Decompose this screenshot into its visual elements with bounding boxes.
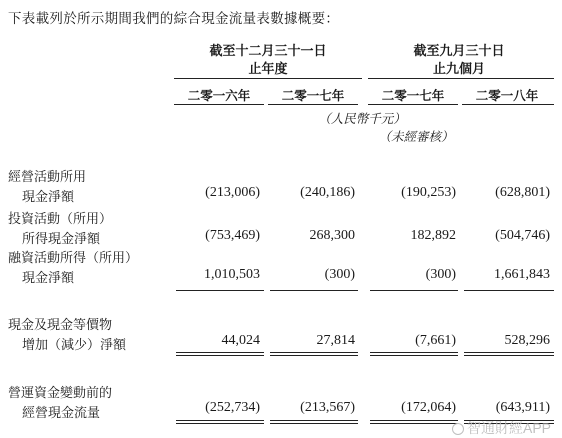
- row-pre-wc-value-2018-nm: (643,911): [495, 400, 550, 415]
- row-financing-label-line1: 融資活動所得（所用）: [8, 251, 139, 266]
- group-underline-year: [174, 78, 362, 79]
- subtotal-rule-3: [370, 290, 458, 291]
- row-financing-label-line2: 現金淨額: [22, 271, 75, 286]
- total-double-rule-4: [464, 352, 554, 356]
- bottom-double-rule-3: [370, 420, 458, 424]
- subtotal-rule-2: [270, 290, 358, 291]
- column-header-2018-nine-months: 二零一八年: [475, 88, 539, 103]
- subtotal-rule-1: [176, 290, 264, 291]
- row-investing-value-2016: (753,469): [205, 228, 260, 243]
- intro-text: 下表載列於所示期間我們的綜合現金流量表數據概要：: [8, 11, 340, 27]
- column-underline-3: [368, 104, 458, 105]
- row-pre-wc-value-2017-nm: (172,064): [401, 400, 456, 415]
- subtotal-rule-4: [464, 290, 554, 291]
- row-net-change-label-line2: 增加（減少）淨額: [22, 338, 127, 353]
- unit-unaudited-label: （未經審核）: [378, 129, 454, 144]
- row-investing-value-2017-nm: 182,892: [410, 228, 456, 243]
- row-financing-value-2018-nm: 1,661,843: [494, 267, 550, 282]
- row-net-change-label-line1: 現金及現金等價物: [8, 318, 113, 333]
- group-header-year-line2: 止年度: [248, 62, 288, 77]
- row-operating-label-line1: 經營活動所用: [8, 170, 87, 185]
- row-net-change-value-2018-nm: 528,296: [504, 333, 550, 348]
- row-investing-value-2017: 268,300: [309, 228, 355, 243]
- row-operating-value-2016: (213,006): [205, 185, 260, 200]
- group-header-period-line1: 截至九月三十日: [413, 44, 505, 59]
- column-underline-2: [268, 104, 358, 105]
- row-operating-value-2018-nm: (628,801): [495, 185, 550, 200]
- row-investing-label-line2: 所得現金淨額: [22, 232, 101, 247]
- watermark-text: 智通財經APP: [467, 420, 552, 436]
- column-underline-4: [462, 104, 554, 105]
- row-pre-wc-label-line2: 經營現金流量: [22, 406, 101, 421]
- row-operating-label-line2: 現金淨額: [22, 190, 75, 205]
- row-pre-wc-label-line1: 營運資金變動前的: [8, 386, 113, 401]
- total-double-rule-2: [270, 352, 358, 356]
- watermark-logo-icon: [452, 423, 464, 435]
- group-header-year-line1: 截至十二月三十一日: [209, 44, 327, 59]
- watermark: [452, 418, 551, 438]
- row-investing-label-line1: 投資活動（所用）: [8, 212, 113, 227]
- row-net-change-value-2017-nm: (7,661): [415, 333, 456, 348]
- group-header-period-line2: 止九個月: [432, 62, 485, 77]
- bottom-double-rule-1: [176, 420, 264, 424]
- column-underline-1: [174, 104, 264, 105]
- total-double-rule-1: [176, 352, 264, 356]
- row-operating-value-2017-nm: (190,253): [401, 185, 456, 200]
- column-header-2017: 二零一七年: [281, 88, 345, 103]
- row-investing-value-2018-nm: (504,746): [495, 228, 550, 243]
- row-pre-wc-value-2016: (252,734): [205, 400, 260, 415]
- row-financing-value-2017-nm: (300): [425, 267, 456, 282]
- row-pre-wc-value-2017: (213,567): [300, 400, 355, 415]
- row-net-change-value-2016: 44,024: [221, 333, 260, 348]
- column-header-2017-nine-months: 二零一七年: [381, 88, 445, 103]
- row-operating-value-2017: (240,186): [300, 185, 355, 200]
- total-double-rule-3: [370, 352, 458, 356]
- row-financing-value-2017: (300): [324, 267, 355, 282]
- row-net-change-value-2017: 27,814: [316, 333, 355, 348]
- unit-currency-label: （人民幣千元）: [318, 111, 406, 126]
- bottom-double-rule-2: [270, 420, 358, 424]
- column-header-2016: 二零一六年: [187, 88, 251, 103]
- group-underline-period: [368, 78, 554, 79]
- row-financing-value-2016: 1,010,503: [204, 267, 260, 282]
